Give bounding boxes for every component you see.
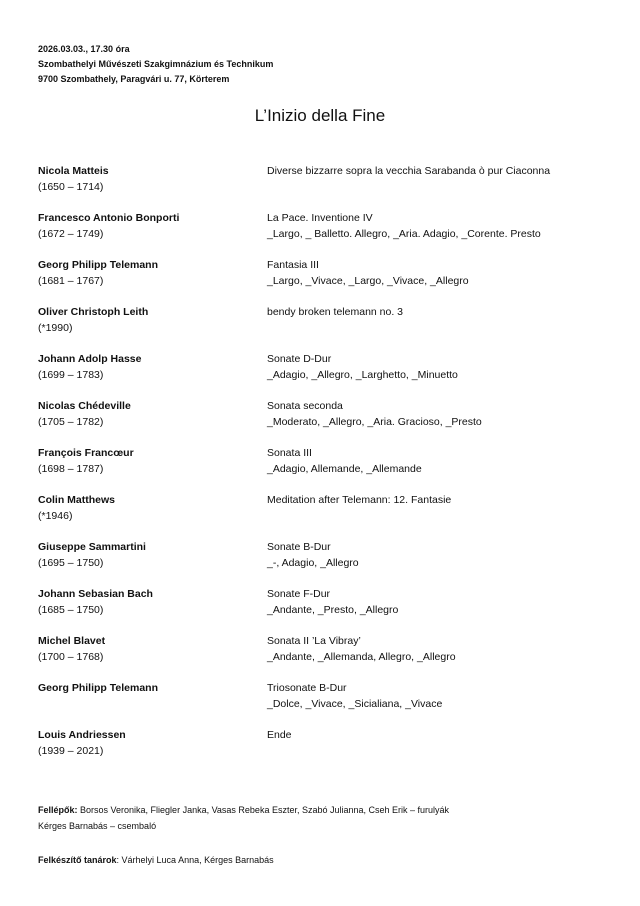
concert-title: L’Inizio della Fine [254, 106, 386, 125]
event-address: 9700 Szombathely, Paragvári u. 77, Körterem [38, 74, 230, 84]
composer-block [38, 586, 267, 633]
program-item [38, 351, 598, 398]
composer-name: Georg Philipp Telemann [38, 259, 158, 271]
credits-footer [38, 802, 449, 868]
composer-block [38, 633, 267, 680]
composer-dates: (1672 – 1749) [38, 228, 104, 240]
work-movements: _Adagio, _Allegro, _Larghetto, _Minuetto [267, 369, 458, 381]
work-block [267, 210, 598, 257]
composer-block [38, 727, 267, 774]
composer-name: François Francœur [38, 447, 134, 459]
composer-name: Johann Sebasian Bach [38, 588, 153, 600]
work-movements: _Largo, _Vivace, _Largo, _Vivace, _Allegro [267, 275, 469, 287]
composer-block [38, 539, 267, 586]
composer-block [38, 680, 267, 727]
composer-name: Giuseppe Sammartini [38, 541, 146, 553]
work-block [267, 492, 598, 539]
event-date-time: 2026.03.03., 17.30 óra [38, 44, 130, 54]
composer-name: Johann Adolp Hasse [38, 353, 142, 365]
composer-block [38, 398, 267, 445]
program-item [38, 163, 598, 210]
composer-dates: (1705 – 1782) [38, 416, 104, 428]
work-block [267, 727, 598, 774]
program-item [38, 633, 598, 680]
work-block [267, 398, 598, 445]
work-title: Sonata II ’La Vibray’ [267, 635, 361, 647]
composer-block [38, 210, 267, 257]
event-header [38, 42, 273, 87]
work-movements: _Moderato, _Allegro, _Aria. Gracioso, _Presto [267, 416, 482, 428]
work-movements: _-, Adagio, _Allegro [267, 557, 359, 569]
teachers-label: Felkészítő tanárok [38, 855, 117, 865]
composer-name: Louis Andriessen [38, 729, 126, 741]
program-item [38, 680, 598, 727]
composer-name: Colin Matthews [38, 494, 116, 506]
teachers-line [38, 852, 449, 868]
work-title: Sonate F-Dur [267, 588, 331, 600]
work-block [267, 539, 598, 586]
work-block [267, 257, 598, 304]
work-block [267, 351, 598, 398]
performers-label: Fellépők: [38, 805, 78, 815]
composer-block [38, 257, 267, 304]
work-block [267, 586, 598, 633]
composer-name: Oliver Christoph Leith [38, 306, 149, 318]
event-venue: Szombathelyi Művészeti Szakgimnázium és Technikum [38, 59, 274, 69]
composer-block [38, 492, 267, 539]
composer-block [38, 445, 267, 492]
work-block [267, 445, 598, 492]
work-title: La Pace. Inventione IV [267, 212, 373, 224]
composer-dates: (1700 – 1768) [38, 651, 104, 663]
work-title: Sonate D-Dur [267, 353, 332, 365]
program-item [38, 727, 598, 774]
composer-dates: (1698 – 1787) [38, 463, 104, 475]
work-block [267, 633, 598, 680]
composer-dates: (1650 – 1714) [38, 181, 104, 193]
work-movements: _Dolce, _Vivace, _Sicialiana, _Vivace [267, 698, 443, 710]
harpsichord-line: Kérges Barnabás – csembaló [38, 821, 157, 831]
program-item [38, 539, 598, 586]
work-movements: _Andante, _Presto, _Allegro [267, 604, 399, 616]
program-list [38, 163, 598, 774]
composer-name: Nicolas Chédeville [38, 400, 131, 412]
program-item [38, 210, 598, 257]
work-title: Diverse bizzarre sopra la vecchia Sarabanda ò pur Ciaconna [267, 165, 551, 177]
work-movements: _Andante, _Allemanda, Allegro, _Allegro [267, 651, 456, 663]
program-item [38, 586, 598, 633]
program-item [38, 304, 598, 351]
work-title: bendy broken telemann no. 3 [267, 306, 404, 318]
composer-name: Michel Blavet [38, 635, 106, 647]
performers-line [38, 802, 449, 818]
composer-dates: (1939 – 2021) [38, 745, 104, 757]
composer-block [38, 351, 267, 398]
work-title: Ende [267, 729, 292, 741]
work-block [267, 163, 598, 210]
composer-dates: (1685 – 1750) [38, 604, 104, 616]
work-title: Sonate B-Dur [267, 541, 331, 553]
composer-dates: (1681 – 1767) [38, 275, 104, 287]
program-item [38, 492, 598, 539]
work-title: Fantasia III [267, 259, 319, 271]
work-title: Sonata III [267, 447, 312, 459]
program-item [38, 445, 598, 492]
work-movements: _Largo, _ Balletto. Allegro, _Aria. Adagio, _Corente. Presto [267, 228, 541, 240]
work-title: Meditation after Telemann: 12. Fantasie [267, 494, 452, 506]
composer-name: Francesco Antonio Bonporti [38, 212, 180, 224]
composer-dates: (1699 – 1783) [38, 369, 104, 381]
work-title: Triosonate B-Dur [267, 682, 347, 694]
composer-name: Nicola Matteis [38, 165, 109, 177]
composer-dates: (*1990) [38, 322, 73, 334]
work-title: Sonata seconda [267, 400, 343, 412]
composer-block [38, 304, 267, 351]
work-movements: _Adagio, Allemande, _Allemande [267, 463, 422, 475]
program-item [38, 398, 598, 445]
performers-list: Borsos Veronika, Fliegler Janka, Vasas Rebeka Eszter, Szabó Julianna, Cseh Erik – furulyák [77, 805, 450, 815]
composer-name: Georg Philipp Telemann [38, 682, 158, 694]
work-block [267, 304, 598, 351]
teachers-list: : Várhelyi Luca Anna, Kérges Barnabás [116, 855, 274, 865]
work-block [267, 680, 598, 727]
composer-dates: (1695 – 1750) [38, 557, 104, 569]
composer-dates: (*1946) [38, 510, 73, 522]
composer-block [38, 163, 267, 210]
program-item [38, 257, 598, 304]
